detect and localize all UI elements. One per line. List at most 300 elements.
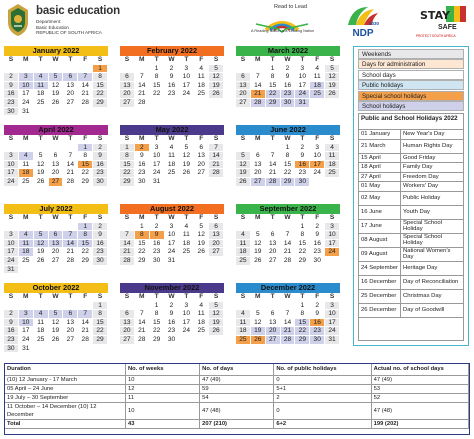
calendar-day[interactable]: 13	[251, 161, 266, 170]
calendar-day[interactable]: 23	[150, 248, 165, 257]
calendar-day[interactable]: 26	[251, 257, 266, 266]
calendar-day[interactable]: 4	[325, 144, 340, 153]
calendar-day[interactable]: 15	[150, 82, 165, 91]
calendar-day[interactable]: 6	[49, 152, 64, 161]
calendar-day[interactable]: 4	[19, 152, 34, 161]
calendar-day[interactable]: 25	[34, 336, 49, 345]
calendar-day[interactable]: 24	[179, 90, 194, 99]
calendar-day[interactable]: 27	[120, 99, 135, 108]
calendar-day[interactable]: 3	[19, 73, 34, 82]
calendar-day[interactable]: 11	[34, 319, 49, 328]
calendar-day[interactable]: 19	[325, 82, 340, 91]
calendar-day[interactable]: 18	[236, 327, 251, 336]
calendar-day[interactable]: 19	[236, 169, 251, 178]
calendar-day[interactable]: 7	[135, 73, 150, 82]
calendar-day[interactable]: 20	[194, 161, 209, 170]
calendar-day[interactable]: 14	[251, 82, 266, 91]
calendar-day[interactable]: 6	[251, 152, 266, 161]
calendar-day[interactable]: 1	[78, 223, 93, 232]
calendar-day[interactable]: 3	[325, 302, 340, 311]
calendar-day[interactable]: 18	[310, 82, 325, 91]
calendar-day[interactable]: 15	[93, 82, 108, 91]
calendar-day[interactable]: 11	[19, 161, 34, 170]
calendar-day[interactable]: 15	[281, 161, 296, 170]
calendar-day[interactable]: 19	[251, 327, 266, 336]
calendar-day[interactable]: 31	[4, 266, 19, 275]
calendar-day[interactable]: 29	[295, 336, 310, 345]
calendar-day[interactable]: 18	[34, 327, 49, 336]
calendar-day[interactable]: 2	[93, 144, 108, 153]
calendar-day[interactable]: 31	[165, 257, 180, 266]
calendar-day[interactable]: 17	[150, 161, 165, 170]
calendar-day[interactable]: 13	[266, 240, 281, 249]
calendar-day[interactable]: 30	[165, 336, 180, 345]
calendar-day[interactable]: 25	[325, 169, 340, 178]
calendar-day[interactable]: 5	[209, 302, 224, 311]
calendar-day[interactable]: 30	[310, 257, 325, 266]
calendar-day[interactable]: 14	[78, 319, 93, 328]
calendar-day[interactable]: 27	[49, 257, 64, 266]
calendar-day[interactable]: 8	[93, 73, 108, 82]
calendar-day[interactable]: 20	[63, 90, 78, 99]
calendar-day[interactable]: 11	[325, 152, 340, 161]
calendar-day[interactable]: 13	[209, 231, 224, 240]
calendar-day[interactable]: 10	[19, 82, 34, 91]
calendar-day[interactable]: 3	[310, 144, 325, 153]
calendar-day[interactable]: 18	[236, 248, 251, 257]
calendar-day[interactable]: 31	[325, 336, 340, 345]
calendar-day[interactable]: 2	[295, 144, 310, 153]
calendar-day[interactable]: 7	[78, 73, 93, 82]
calendar-day[interactable]: 14	[209, 152, 224, 161]
calendar-day[interactable]: 10	[325, 231, 340, 240]
calendar-day[interactable]: 20	[49, 248, 64, 257]
calendar-day[interactable]: 21	[78, 90, 93, 99]
calendar-day[interactable]: 23	[281, 90, 296, 99]
calendar-day[interactable]: 16	[295, 161, 310, 170]
calendar-day[interactable]: 28	[251, 99, 266, 108]
calendar-day[interactable]: 5	[209, 65, 224, 74]
calendar-day[interactable]: 7	[281, 231, 296, 240]
calendar-day[interactable]: 6	[49, 231, 64, 240]
calendar-day[interactable]: 12	[49, 82, 64, 91]
calendar-day[interactable]: 5	[34, 231, 49, 240]
calendar-day[interactable]: 27	[194, 169, 209, 178]
calendar-day[interactable]: 21	[63, 169, 78, 178]
calendar-day[interactable]: 28	[266, 178, 281, 187]
calendar-day[interactable]: 14	[63, 240, 78, 249]
calendar-day[interactable]: 19	[49, 90, 64, 99]
calendar-day[interactable]: 1	[93, 65, 108, 74]
calendar-day[interactable]: 30	[4, 345, 19, 354]
calendar-day[interactable]: 13	[120, 82, 135, 91]
calendar-day[interactable]: 31	[19, 108, 34, 117]
calendar-day[interactable]: 17	[179, 319, 194, 328]
calendar-day[interactable]: 25	[194, 90, 209, 99]
calendar-day[interactable]: 19	[194, 240, 209, 249]
calendar-day[interactable]: 25	[310, 90, 325, 99]
calendar-day[interactable]: 13	[194, 152, 209, 161]
calendar-day[interactable]: 29	[281, 178, 296, 187]
calendar-day[interactable]: 27	[120, 336, 135, 345]
calendar-day[interactable]: 11	[194, 310, 209, 319]
calendar-day[interactable]: 26	[34, 257, 49, 266]
calendar-day[interactable]: 4	[19, 231, 34, 240]
calendar-day[interactable]: 5	[49, 73, 64, 82]
calendar-day[interactable]: 14	[135, 319, 150, 328]
calendar-day[interactable]: 6	[266, 310, 281, 319]
calendar-day[interactable]: 17	[295, 82, 310, 91]
calendar-day[interactable]: 19	[179, 161, 194, 170]
calendar-day[interactable]: 19	[209, 319, 224, 328]
calendar-day[interactable]: 8	[150, 310, 165, 319]
calendar-day[interactable]: 31	[295, 99, 310, 108]
calendar-day[interactable]: 16	[310, 240, 325, 249]
calendar-day[interactable]: 20	[251, 169, 266, 178]
calendar-day[interactable]: 18	[179, 240, 194, 249]
calendar-day[interactable]: 10	[4, 161, 19, 170]
calendar-day[interactable]: 25	[236, 257, 251, 266]
calendar-day[interactable]: 15	[150, 319, 165, 328]
calendar-day[interactable]: 3	[150, 144, 165, 153]
calendar-day[interactable]: 5	[251, 310, 266, 319]
calendar-day[interactable]: 4	[34, 73, 49, 82]
calendar-day[interactable]: 9	[93, 231, 108, 240]
calendar-day[interactable]: 22	[78, 248, 93, 257]
calendar-day[interactable]: 30	[93, 178, 108, 187]
calendar-day[interactable]: 13	[236, 82, 251, 91]
calendar-day[interactable]: 21	[251, 90, 266, 99]
calendar-day[interactable]: 8	[78, 152, 93, 161]
calendar-day[interactable]: 1	[93, 302, 108, 311]
calendar-day[interactable]: 22	[93, 327, 108, 336]
calendar-day[interactable]: 5	[49, 310, 64, 319]
calendar-day[interactable]: 29	[93, 336, 108, 345]
calendar-day[interactable]: 13	[49, 240, 64, 249]
calendar-day[interactable]: 11	[34, 82, 49, 91]
calendar-day[interactable]: 13	[63, 82, 78, 91]
calendar-day[interactable]: 29	[135, 257, 150, 266]
calendar-day[interactable]: 29	[150, 336, 165, 345]
calendar-day[interactable]: 15	[78, 240, 93, 249]
calendar-day[interactable]: 22	[120, 169, 135, 178]
calendar-day[interactable]: 2	[165, 302, 180, 311]
calendar-day[interactable]: 19	[209, 82, 224, 91]
calendar-day[interactable]: 27	[266, 336, 281, 345]
calendar-day[interactable]: 26	[49, 336, 64, 345]
calendar-day[interactable]: 17	[4, 169, 19, 178]
calendar-day[interactable]: 6	[236, 73, 251, 82]
calendar-day[interactable]: 2	[281, 65, 296, 74]
calendar-day[interactable]: 14	[63, 161, 78, 170]
calendar-day[interactable]: 28	[281, 336, 296, 345]
calendar-day[interactable]: 4	[236, 231, 251, 240]
calendar-day[interactable]: 22	[295, 327, 310, 336]
calendar-day[interactable]: 3	[4, 152, 19, 161]
calendar-day[interactable]: 7	[209, 144, 224, 153]
calendar-day[interactable]: 17	[179, 82, 194, 91]
calendar-day[interactable]: 16	[165, 82, 180, 91]
calendar-day[interactable]: 18	[19, 169, 34, 178]
calendar-day[interactable]: 23	[165, 327, 180, 336]
calendar-day[interactable]: 21	[281, 327, 296, 336]
calendar-day[interactable]: 16	[165, 319, 180, 328]
calendar-day[interactable]: 10	[19, 319, 34, 328]
calendar-day[interactable]: 21	[135, 90, 150, 99]
calendar-day[interactable]: 24	[150, 169, 165, 178]
calendar-day[interactable]: 21	[209, 161, 224, 170]
calendar-day[interactable]: 1	[135, 223, 150, 232]
calendar-day[interactable]: 13	[63, 319, 78, 328]
calendar-day[interactable]: 16	[93, 240, 108, 249]
calendar-day[interactable]: 20	[49, 169, 64, 178]
calendar-day[interactable]: 7	[63, 152, 78, 161]
calendar-day[interactable]: 18	[194, 82, 209, 91]
calendar-day[interactable]: 17	[19, 90, 34, 99]
calendar-day[interactable]: 20	[120, 327, 135, 336]
calendar-day[interactable]: 21	[63, 248, 78, 257]
calendar-day[interactable]: 16	[310, 319, 325, 328]
calendar-day[interactable]: 27	[63, 336, 78, 345]
calendar-day[interactable]: 22	[135, 248, 150, 257]
calendar-day[interactable]: 16	[93, 161, 108, 170]
calendar-day[interactable]: 4	[236, 310, 251, 319]
calendar-day[interactable]: 6	[194, 144, 209, 153]
calendar-day[interactable]: 5	[179, 144, 194, 153]
calendar-day[interactable]: 28	[63, 257, 78, 266]
calendar-day[interactable]: 17	[165, 240, 180, 249]
calendar-day[interactable]: 22	[266, 90, 281, 99]
calendar-day[interactable]: 12	[34, 161, 49, 170]
calendar-day[interactable]: 28	[281, 257, 296, 266]
calendar-day[interactable]: 24	[19, 336, 34, 345]
calendar-day[interactable]: 24	[4, 257, 19, 266]
calendar-day[interactable]: 3	[325, 223, 340, 232]
calendar-day[interactable]: 15	[295, 240, 310, 249]
calendar-day[interactable]: 11	[236, 319, 251, 328]
calendar-day[interactable]: 25	[194, 327, 209, 336]
calendar-day[interactable]: 22	[93, 90, 108, 99]
calendar-day[interactable]: 25	[179, 248, 194, 257]
calendar-day[interactable]: 2	[165, 65, 180, 74]
calendar-day[interactable]: 4	[194, 302, 209, 311]
calendar-day[interactable]: 29	[266, 99, 281, 108]
calendar-day[interactable]: 9	[4, 319, 19, 328]
calendar-day[interactable]: 10	[310, 152, 325, 161]
calendar-day[interactable]: 12	[251, 319, 266, 328]
calendar-day[interactable]: 17	[4, 248, 19, 257]
calendar-day[interactable]: 26	[209, 90, 224, 99]
calendar-day[interactable]: 5	[194, 223, 209, 232]
calendar-day[interactable]: 11	[165, 152, 180, 161]
calendar-day[interactable]: 5	[34, 152, 49, 161]
calendar-day[interactable]: 23	[93, 169, 108, 178]
calendar-day[interactable]: 2	[4, 310, 19, 319]
calendar-day[interactable]: 18	[19, 248, 34, 257]
calendar-day[interactable]: 15	[266, 82, 281, 91]
calendar-day[interactable]: 23	[310, 248, 325, 257]
calendar-day[interactable]: 28	[63, 178, 78, 187]
calendar-day[interactable]: 12	[251, 240, 266, 249]
calendar-day[interactable]: 14	[266, 161, 281, 170]
calendar-day[interactable]: 8	[295, 231, 310, 240]
calendar-day[interactable]: 6	[63, 73, 78, 82]
calendar-day[interactable]: 30	[93, 257, 108, 266]
calendar-day[interactable]: 7	[63, 231, 78, 240]
calendar-day[interactable]: 8	[78, 231, 93, 240]
calendar-day[interactable]: 13	[266, 319, 281, 328]
calendar-day[interactable]: 1	[120, 144, 135, 153]
calendar-day[interactable]: 9	[93, 152, 108, 161]
calendar-day[interactable]: 27	[63, 99, 78, 108]
calendar-day[interactable]: 1	[266, 65, 281, 74]
calendar-day[interactable]: 12	[49, 319, 64, 328]
calendar-day[interactable]: 10	[325, 310, 340, 319]
calendar-day[interactable]: 30	[150, 257, 165, 266]
calendar-day[interactable]: 28	[78, 336, 93, 345]
calendar-day[interactable]: 28	[135, 99, 150, 108]
calendar-day[interactable]: 7	[78, 310, 93, 319]
calendar-day[interactable]: 4	[194, 65, 209, 74]
calendar-day[interactable]: 8	[295, 310, 310, 319]
calendar-day[interactable]: 1	[295, 302, 310, 311]
calendar-day[interactable]: 15	[93, 319, 108, 328]
calendar-day[interactable]: 19	[34, 248, 49, 257]
calendar-day[interactable]: 26	[209, 327, 224, 336]
calendar-day[interactable]: 11	[19, 240, 34, 249]
calendar-day[interactable]: 21	[266, 169, 281, 178]
calendar-day[interactable]: 14	[281, 240, 296, 249]
calendar-day[interactable]: 15	[295, 319, 310, 328]
calendar-day[interactable]: 26	[49, 99, 64, 108]
calendar-day[interactable]: 11	[310, 73, 325, 82]
calendar-day[interactable]: 4	[179, 223, 194, 232]
calendar-day[interactable]: 20	[120, 90, 135, 99]
calendar-day[interactable]: 24	[325, 327, 340, 336]
calendar-day[interactable]: 30	[281, 99, 296, 108]
calendar-day[interactable]: 13	[49, 161, 64, 170]
calendar-day[interactable]: 15	[135, 240, 150, 249]
calendar-day[interactable]: 30	[310, 336, 325, 345]
calendar-day[interactable]: 23	[93, 248, 108, 257]
calendar-day[interactable]: 8	[281, 152, 296, 161]
calendar-day[interactable]: 24	[19, 99, 34, 108]
calendar-day[interactable]: 16	[4, 327, 19, 336]
calendar-day[interactable]: 14	[120, 240, 135, 249]
calendar-day[interactable]: 10	[4, 240, 19, 249]
calendar-day[interactable]: 30	[295, 178, 310, 187]
calendar-day[interactable]: 22	[150, 90, 165, 99]
calendar-day[interactable]: 3	[4, 231, 19, 240]
calendar-day[interactable]: 7	[135, 310, 150, 319]
calendar-day[interactable]: 1	[150, 302, 165, 311]
calendar-day[interactable]: 10	[150, 152, 165, 161]
calendar-day[interactable]: 26	[179, 169, 194, 178]
calendar-day[interactable]: 9	[281, 73, 296, 82]
calendar-day[interactable]: 12	[325, 73, 340, 82]
calendar-day[interactable]: 29	[120, 178, 135, 187]
calendar-day[interactable]: 6	[63, 310, 78, 319]
calendar-day[interactable]: 15	[120, 161, 135, 170]
calendar-day[interactable]: 20	[236, 90, 251, 99]
calendar-day[interactable]: 3	[179, 65, 194, 74]
calendar-day[interactable]: 8	[120, 152, 135, 161]
calendar-day[interactable]: 29	[78, 257, 93, 266]
calendar-day[interactable]: 25	[236, 336, 251, 345]
calendar-day[interactable]: 26	[236, 178, 251, 187]
calendar-day[interactable]: 1	[295, 223, 310, 232]
calendar-day[interactable]: 20	[266, 327, 281, 336]
calendar-day[interactable]: 10	[179, 310, 194, 319]
calendar-day[interactable]: 9	[165, 310, 180, 319]
calendar-day[interactable]: 31	[150, 178, 165, 187]
calendar-day[interactable]: 20	[63, 327, 78, 336]
calendar-day[interactable]: 22	[150, 327, 165, 336]
calendar-day[interactable]: 2	[150, 223, 165, 232]
calendar-day[interactable]: 28	[120, 257, 135, 266]
calendar-day[interactable]: 14	[78, 82, 93, 91]
calendar-day[interactable]: 10	[295, 73, 310, 82]
calendar-day[interactable]: 13	[120, 319, 135, 328]
calendar-day[interactable]: 23	[310, 327, 325, 336]
calendar-day[interactable]: 23	[4, 99, 19, 108]
calendar-day[interactable]: 1	[78, 144, 93, 153]
calendar-day[interactable]: 18	[325, 161, 340, 170]
calendar-day[interactable]: 21	[135, 327, 150, 336]
calendar-day[interactable]: 26	[325, 90, 340, 99]
calendar-day[interactable]: 30	[4, 108, 19, 117]
calendar-day[interactable]: 25	[165, 169, 180, 178]
calendar-day[interactable]: 6	[120, 73, 135, 82]
calendar-day[interactable]: 26	[194, 248, 209, 257]
calendar-day[interactable]: 29	[295, 257, 310, 266]
calendar-day[interactable]: 24	[295, 90, 310, 99]
calendar-day[interactable]: 27	[49, 178, 64, 187]
calendar-day[interactable]: 9	[310, 310, 325, 319]
calendar-day[interactable]: 21	[78, 327, 93, 336]
calendar-day[interactable]: 7	[266, 152, 281, 161]
calendar-day[interactable]: 27	[251, 178, 266, 187]
calendar-day[interactable]: 25	[19, 178, 34, 187]
calendar-day[interactable]: 24	[179, 327, 194, 336]
calendar-day[interactable]: 12	[209, 310, 224, 319]
calendar-day[interactable]: 6	[209, 223, 224, 232]
calendar-day[interactable]: 23	[4, 336, 19, 345]
calendar-day[interactable]: 12	[179, 152, 194, 161]
calendar-day[interactable]: 27	[236, 99, 251, 108]
calendar-day[interactable]: 8	[150, 73, 165, 82]
calendar-day[interactable]: 24	[325, 248, 340, 257]
calendar-day[interactable]: 6	[120, 310, 135, 319]
calendar-day[interactable]: 22	[295, 248, 310, 257]
calendar-day[interactable]: 23	[295, 169, 310, 178]
calendar-day[interactable]: 11	[236, 240, 251, 249]
calendar-day[interactable]: 5	[325, 65, 340, 74]
calendar-day[interactable]: 9	[165, 73, 180, 82]
calendar-day[interactable]: 26	[34, 178, 49, 187]
calendar-day[interactable]: 24	[4, 178, 19, 187]
calendar-day[interactable]: 21	[120, 248, 135, 257]
calendar-day[interactable]: 14	[135, 82, 150, 91]
calendar-day[interactable]: 31	[19, 345, 34, 354]
calendar-day[interactable]: 2	[310, 302, 325, 311]
calendar-day[interactable]: 1	[150, 65, 165, 74]
calendar-day[interactable]: 7	[120, 231, 135, 240]
calendar-day[interactable]: 11	[194, 73, 209, 82]
calendar-day[interactable]: 24	[165, 248, 180, 257]
calendar-day[interactable]: 18	[165, 161, 180, 170]
calendar-day[interactable]: 29	[78, 178, 93, 187]
